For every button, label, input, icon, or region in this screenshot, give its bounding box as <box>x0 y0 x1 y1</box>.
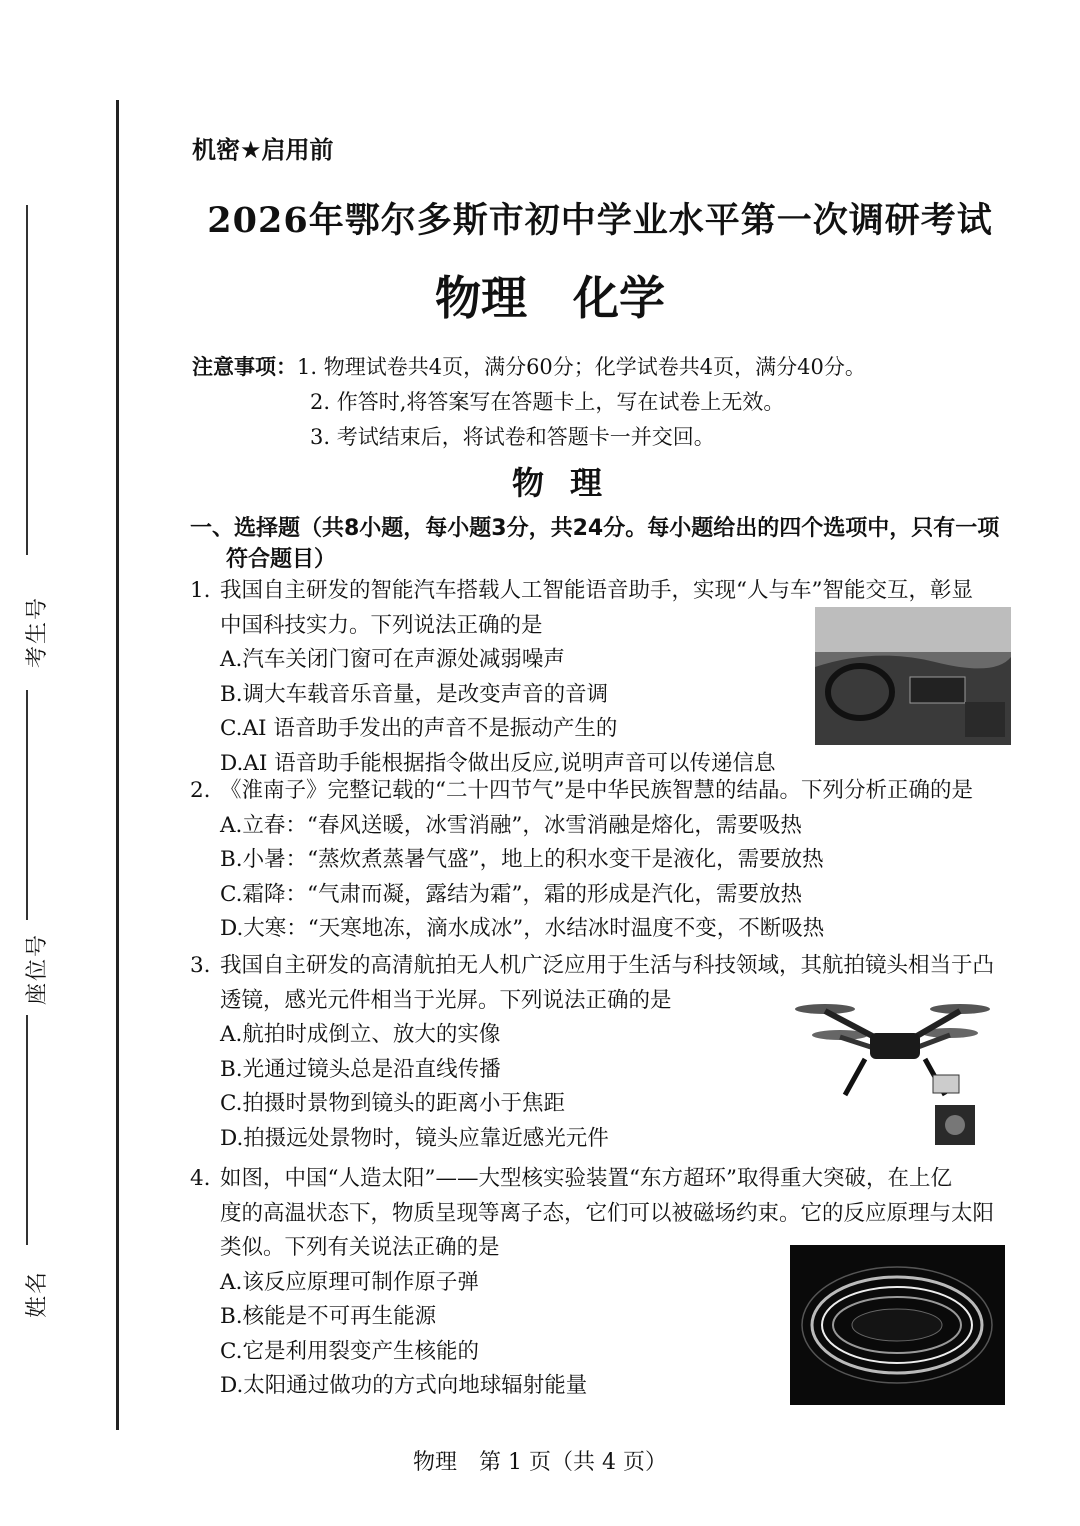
question-stem: 如图，中国“人造太阳”——大型核实验装置“东方超环”取得重大突破，在上亿 <box>220 1166 952 1191</box>
exam-no-rule <box>26 205 28 555</box>
name-rule <box>26 1015 28 1245</box>
question-stem: 《淮南子》完整记载的“二十四节气”是中华民族智慧的结晶。下列分析正确的是 <box>220 778 973 803</box>
question-stem: 我国自主研发的智能汽车搭载人工智能语音助手，实现“人与车”智能交互，彰显 <box>220 578 973 603</box>
option-c: C.拍摄时景物到镜头的距离小于焦距 <box>220 1091 566 1116</box>
question-number: 3. <box>190 953 211 978</box>
option-d: D.AI 语音助手能根据指令做出反应,说明声音可以传递信息 <box>220 750 776 776</box>
notice-label: 注意事项： <box>192 355 297 379</box>
section-title: 物理 <box>511 464 628 502</box>
option-a: A.汽车关闭门窗可在声源处减弱噪声 <box>220 647 565 672</box>
part-heading-line: 符合题目） <box>226 547 337 572</box>
option-c: C.它是利用裂变产生核能的 <box>220 1338 480 1364</box>
question-stem: 透镜，感光元件相当于光屏。下列说法正确的是 <box>220 987 672 1013</box>
exam-no-label: 考生号 <box>25 595 50 668</box>
option-c: C.AI 语音助手发出的声音不是振动产生的 <box>220 716 618 741</box>
option-b: B.调大车载音乐音量，是改变声音的音调 <box>220 681 609 707</box>
option-a: A.立春：“春风送暖，冰雪消融”，冰雪消融是熔化，需要吸热 <box>220 812 802 838</box>
part-heading-line: 一、选择题（共8小题，每小题3分，共24分。每小题给出的四个选项中，只有一项 <box>190 516 1000 541</box>
seat-no-label: 座位号 <box>25 932 50 1005</box>
option-c: C.霜降：“气肃而凝，露结为霜”，霜的形成是汽化，需要放热 <box>220 881 803 907</box>
exam-title: 2026年鄂尔多斯市初中学业水平第一次调研考试 <box>207 200 993 241</box>
notice-item: 2. 作答时,将答案写在答题卡上，写在试卷上无效。 <box>310 390 785 414</box>
option-d: D.太阳通过做功的方式向地球辐射能量 <box>220 1373 588 1398</box>
option-a: A.该反应原理可制作原子弹 <box>220 1269 479 1295</box>
question-stem: 我国自主研发的高清航拍无人机广泛应用于生活与科技领域，其航拍镜头相当于凸 <box>220 953 995 978</box>
notice-block <box>192 350 866 455</box>
part-heading <box>190 513 1020 575</box>
option-a: A.航拍时成倒立、放大的实像 <box>220 1022 501 1047</box>
question-stem: 中国科技实力。下列说法正确的是 <box>220 612 543 638</box>
binding-line <box>116 100 119 1430</box>
notice-item: 3. 考试结束后，将试卷和答题卡一并交回。 <box>310 425 715 449</box>
question-number: 2. <box>190 778 211 803</box>
question-stem: 类似。下列有关说法正确的是 <box>220 1235 500 1260</box>
drone-figure <box>785 995 1000 1160</box>
seat-no-rule <box>26 690 28 920</box>
question-2 <box>190 774 1020 947</box>
page-footer: 物理 第 1 页（共 4 页） <box>413 1450 667 1475</box>
option-b: B.核能是不可再生能源 <box>220 1304 437 1329</box>
car-interior-figure <box>815 607 1011 745</box>
tokamak-figure <box>790 1245 1005 1405</box>
option-d: D.拍摄远处景物时，镜头应靠近感光元件 <box>220 1125 609 1151</box>
question-number: 1. <box>190 578 211 603</box>
question-number: 4. <box>190 1166 211 1191</box>
option-b: B.光通过镜头总是沿直线传播 <box>220 1056 501 1082</box>
option-b: B.小暑：“蒸炊煮蒸暑气盛”，地上的积水变干是液化，需要放热 <box>220 847 824 872</box>
confidential-mark: 机密★启用前 <box>192 136 334 164</box>
notice-item: 1. 物理试卷共4页，满分60分；化学试卷共4页，满分40分。 <box>297 355 866 379</box>
question-stem: 度的高温状态下，物质呈现等离子态，它们可以被磁场约束。它的反应原理与太阳 <box>220 1200 995 1226</box>
name-label: 姓名 <box>25 1269 50 1318</box>
subjects-title: 物理 化学 <box>435 271 665 325</box>
option-d: D.大寒：“天寒地冻，滴水成冰”，水结冰时温度不变，不断吸热 <box>220 916 825 941</box>
